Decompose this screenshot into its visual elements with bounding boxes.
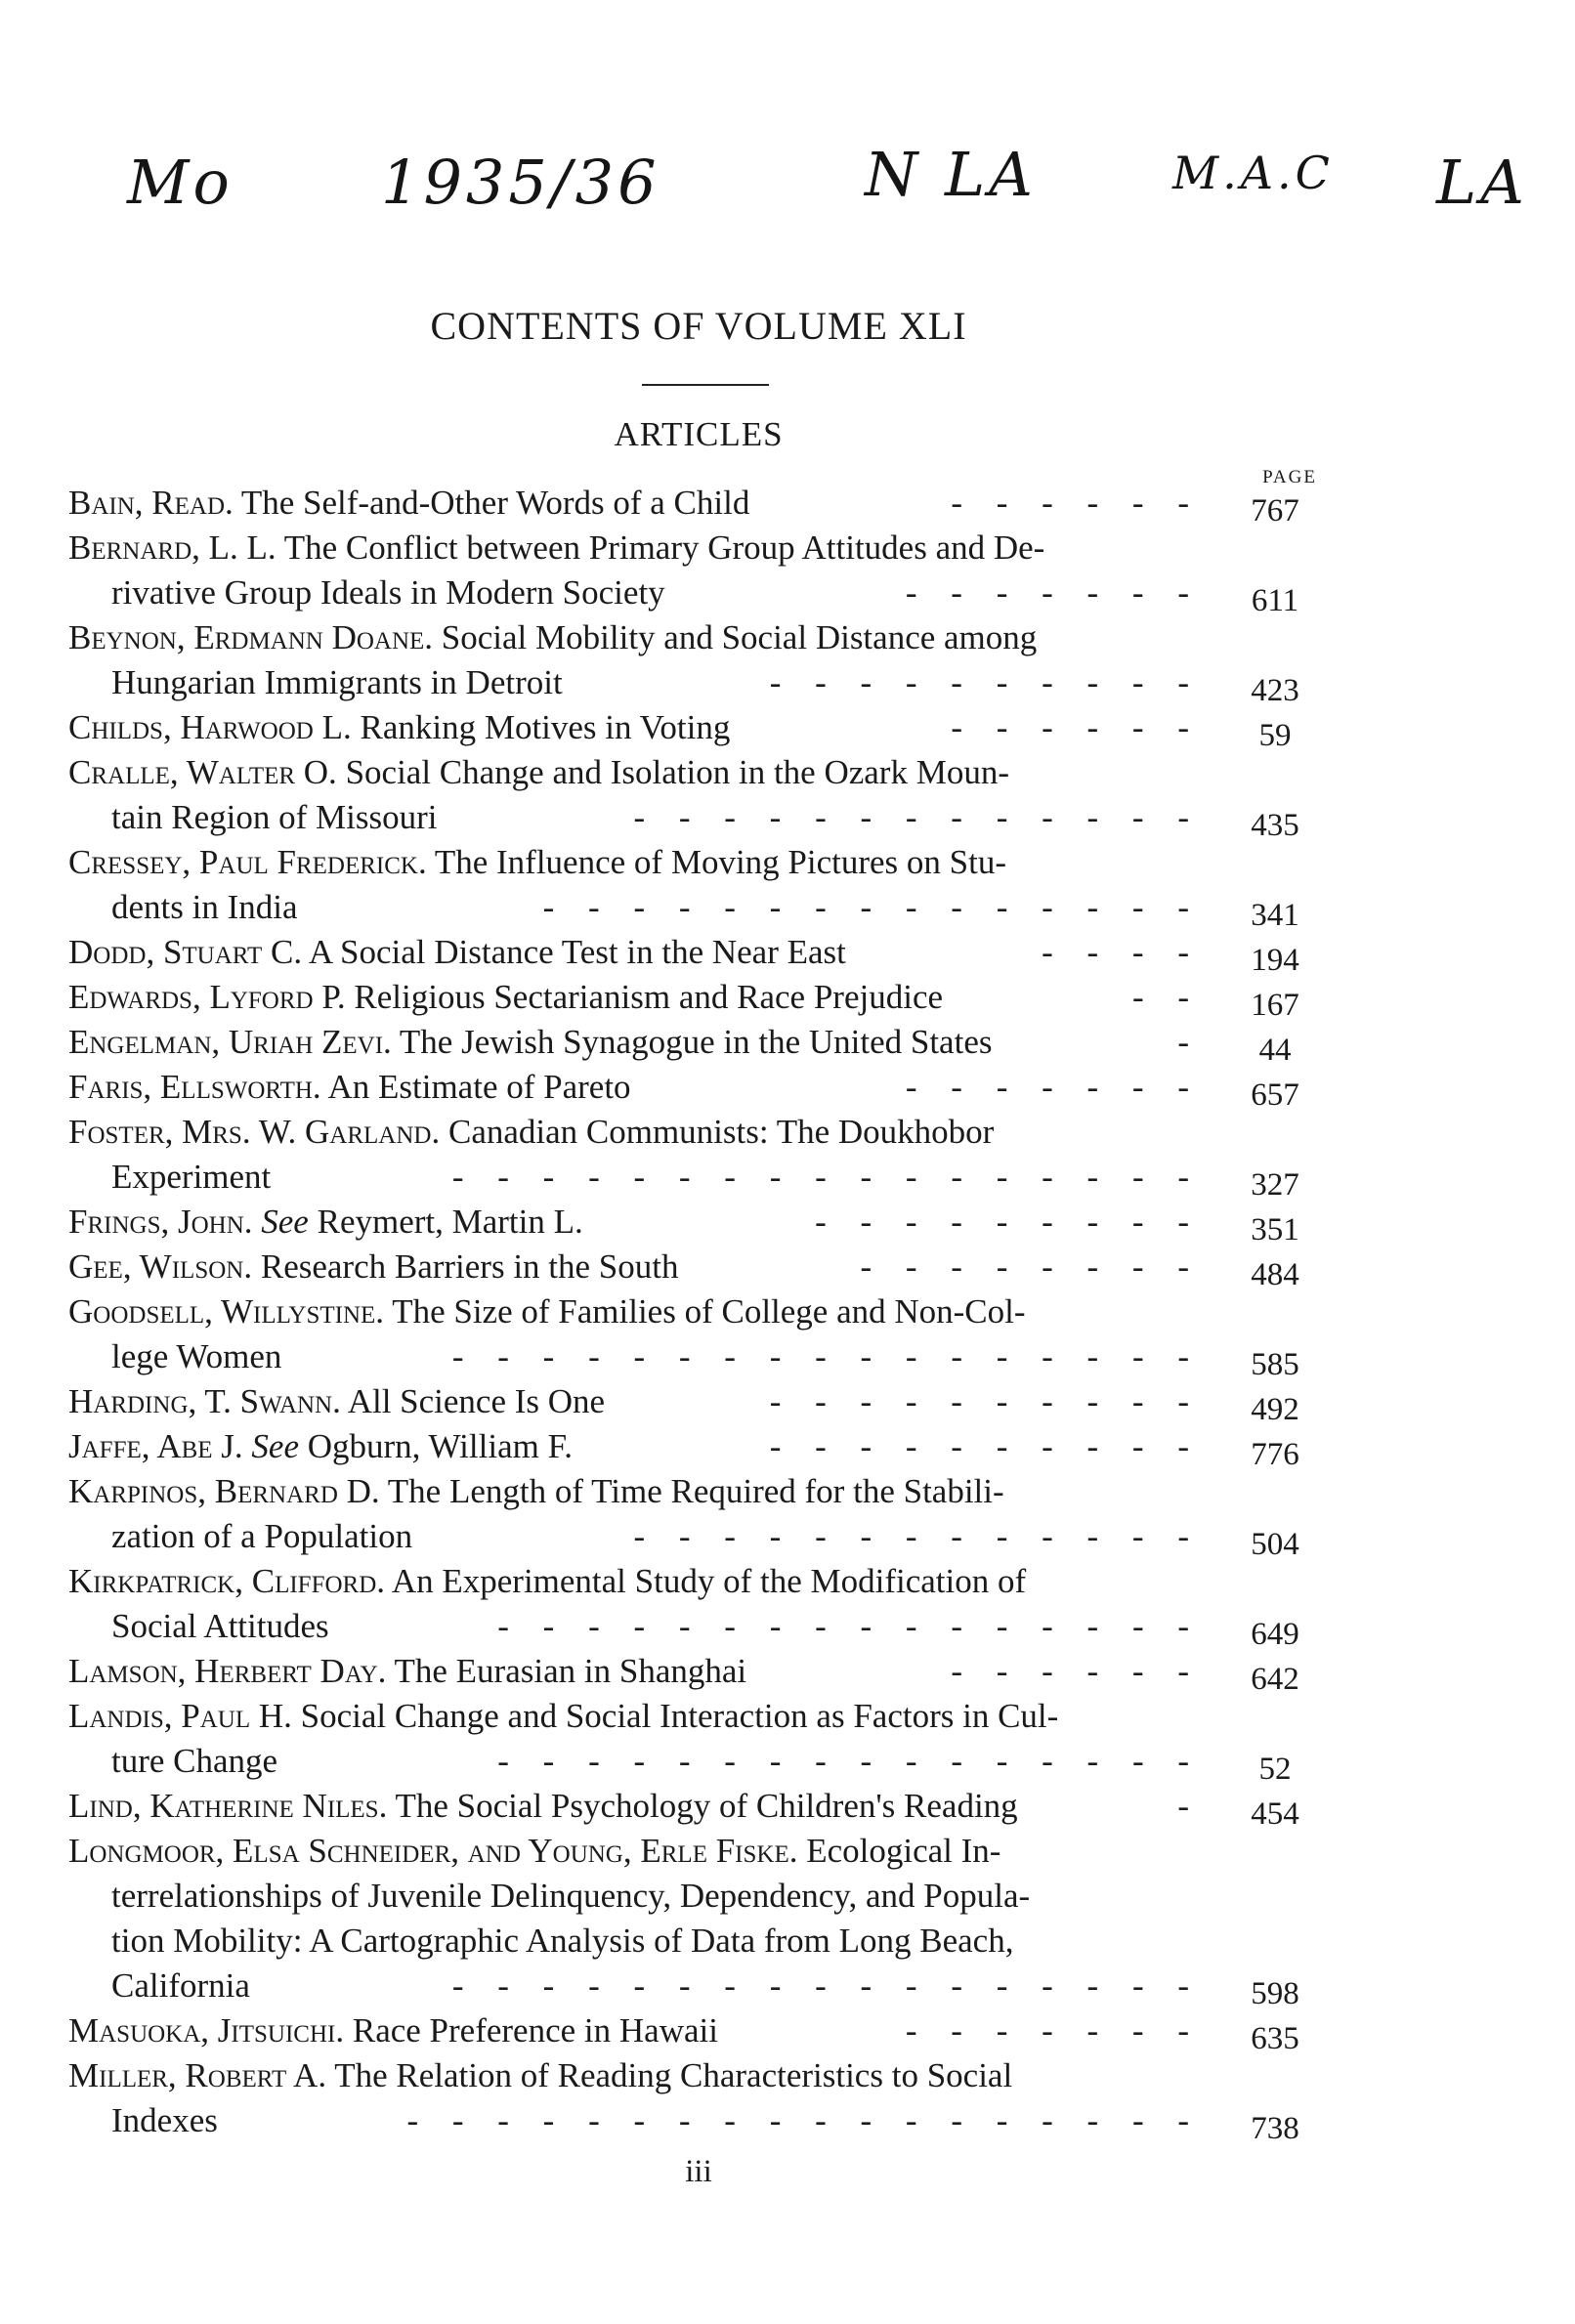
- toc-page-number: 351: [1251, 1212, 1299, 1247]
- toc-title-text: terrelationships of Juvenile Delinquency, Dependency, and Popula-: [111, 1877, 1031, 1915]
- toc-entry: [68, 1694, 1358, 1787]
- toc-title-text: dents in India: [111, 888, 298, 926]
- toc-leader-dots: - - - - - - - -: [860, 1247, 1202, 1286]
- toc-author: Childs, Harwood L.: [68, 708, 352, 746]
- toc-leader-dots: - - - - - -: [951, 484, 1202, 522]
- toc-title-text: Research Barriers in the South: [260, 1247, 679, 1286]
- toc-entry: [68, 975, 1358, 1023]
- toc-entry-line: [68, 975, 1358, 1023]
- toc-page-number: 738: [1251, 2111, 1299, 2146]
- toc-author: Engelman, Uriah Zevi.: [68, 1023, 392, 1061]
- toc-entry-line: [68, 885, 1358, 933]
- toc-title-text: The Length of Time Required for the Stabili-: [387, 1472, 1004, 1510]
- toc-leader-dots: - - - - - - - - - -: [769, 663, 1202, 701]
- toc-title-text: The Size of Families of College and Non-Col-: [392, 1292, 1026, 1331]
- toc-author: Kirkpatrick, Clifford.: [68, 1562, 386, 1600]
- toc-entry-line: [68, 481, 1358, 526]
- toc-entry: [68, 481, 1358, 526]
- toc-title-text: Hungarian Immigrants in Detroit: [111, 663, 563, 701]
- toc-title-text: The Influence of Moving Pictures on Stu-: [434, 843, 1007, 881]
- toc-entry-line: [68, 750, 1358, 795]
- toc-entry-line: [68, 1065, 1358, 1113]
- toc-author: Gee, Wilson.: [68, 1247, 253, 1286]
- handwriting-mark: N LA: [865, 139, 1037, 210]
- toc-page-number: 657: [1251, 1077, 1299, 1113]
- page-folio: iii: [685, 2154, 712, 2189]
- toc-title-text: All Science Is One: [347, 1382, 606, 1420]
- toc-author: Dodd, Stuart C.: [68, 933, 303, 971]
- toc-leader-dots: - - - - - - -: [905, 1068, 1202, 1106]
- toc-page-number: 767: [1251, 493, 1299, 528]
- toc-page-number: 484: [1251, 1257, 1299, 1292]
- toc-entry-line: [68, 1155, 1358, 1203]
- toc-page-number: 776: [1251, 1437, 1299, 1472]
- toc-entry-line: [68, 1604, 1358, 1652]
- toc-title-text: tion Mobility: A Cartographic Analysis of Data from Long Beach,: [111, 1922, 1014, 1960]
- toc-page-number: 44: [1258, 1033, 1292, 1068]
- toc-leader-dots: - -: [1131, 978, 1202, 1016]
- toc-title-text: The Relation of Reading Characteristics to Social: [334, 2056, 1013, 2094]
- toc-entry-line: [68, 1514, 1358, 1562]
- toc-entry: [68, 750, 1358, 843]
- toc-title-text: The Self-and-Other Words of a Child: [240, 484, 750, 522]
- handwriting-mark: M.A.C: [1172, 147, 1334, 199]
- toc-entry-line: [68, 1110, 1358, 1155]
- page-column-header: PAGE: [1262, 467, 1317, 487]
- toc-entry-line: [68, 1874, 1358, 1919]
- toc-entry-line: [68, 1424, 1358, 1472]
- toc-title-text: tain Region of Missouri: [111, 798, 438, 836]
- toc-entry-line: [68, 1919, 1358, 1964]
- toc-entry-line: [68, 1245, 1358, 1292]
- toc-entry: [68, 1784, 1358, 1832]
- toc-page-number: 327: [1251, 1167, 1299, 1203]
- toc-title-text: The Eurasian in Shanghai: [394, 1652, 747, 1690]
- toc-author: Bain, Read.: [68, 484, 234, 522]
- toc-author: Frings, John.: [68, 1203, 253, 1241]
- toc-entry-line: [68, 2053, 1358, 2098]
- toc-page-number: 642: [1251, 1662, 1299, 1697]
- toc-title-text: Social Mobility and Social Distance among: [441, 618, 1038, 656]
- toc-title-text: Social Attitudes: [111, 1607, 329, 1645]
- toc-entry-line: [68, 2008, 1358, 2056]
- toc-entry: [68, 1379, 1358, 1427]
- toc-page-number: 167: [1251, 988, 1299, 1023]
- toc-title-text: Indexes: [111, 2101, 218, 2139]
- toc-author: Landis, Paul H.: [68, 1697, 292, 1735]
- toc-entry-line: [68, 1559, 1358, 1604]
- toc-entry-line: [68, 1200, 1358, 1245]
- toc-entry-line: [68, 1020, 1358, 1068]
- toc-author: Miller, Robert A.: [68, 2056, 327, 2094]
- toc-entry: [68, 1110, 1358, 1203]
- toc-entry: [68, 1829, 1358, 2011]
- toc-leader-dots: - - - - - - - - - - - - - - -: [542, 888, 1202, 926]
- toc-title-text: An Estimate of Pareto: [327, 1068, 631, 1106]
- toc-entry: [68, 1200, 1358, 1245]
- toc-author: Edwards, Lyford P.: [68, 978, 346, 1016]
- toc-title-text: Canadian Communists: The Doukhobor: [447, 1113, 995, 1151]
- toc-title-text: Religious Sectarianism and Race Prejudice: [354, 978, 944, 1016]
- handwritten-annotations: [0, 139, 1575, 254]
- toc-entry: [68, 1020, 1358, 1068]
- toc-entry-line: [68, 1784, 1358, 1832]
- toc-entry: [68, 1559, 1358, 1652]
- toc-entry: [68, 1469, 1358, 1562]
- handwriting-mark: Mo: [127, 147, 234, 218]
- toc-page-number: 59: [1258, 718, 1292, 753]
- toc-entry: [68, 1424, 1358, 1472]
- toc-leader-dots: - - - - - - - - - - - - - - - - -: [451, 1337, 1202, 1375]
- toc-entry: [68, 840, 1358, 933]
- toc-leader-dots: - - - - - - -: [905, 2011, 1202, 2049]
- toc-page-number: 454: [1251, 1796, 1299, 1832]
- toc-title-text: See Reymert, Martin L.: [261, 1203, 583, 1241]
- toc-page-number: 598: [1251, 1976, 1299, 2011]
- toc-entry-line: [68, 660, 1358, 708]
- toc-page-number: 341: [1251, 898, 1299, 933]
- toc-title-text: lege Women: [111, 1337, 282, 1375]
- toc-entry: [68, 1649, 1358, 1697]
- toc-page-number: 423: [1251, 673, 1299, 708]
- toc-leader-dots: - - - - - - - - - - - - - - - - - -: [406, 2101, 1202, 2139]
- toc-entry-line: [68, 2098, 1358, 2146]
- toc-author: Harding, T. Swann.: [68, 1382, 341, 1420]
- toc-leader-dots: - - - - - - - - - - - - - - - - -: [451, 1158, 1202, 1196]
- toc-leader-dots: - - - - - - - - - -: [769, 1427, 1202, 1465]
- toc-entry-line: [68, 570, 1358, 618]
- toc-title-text: An Experimental Study of the Modification of: [391, 1562, 1027, 1600]
- toc-title-text: rivative Group Ideals in Modern Society: [111, 573, 665, 612]
- toc-page-number: 611: [1251, 583, 1299, 618]
- toc-title-text: Social Change and Isolation in the Ozark Moun-: [345, 753, 1009, 791]
- toc-page-number: 194: [1251, 943, 1299, 978]
- toc-title-text: ture Change: [111, 1742, 278, 1780]
- toc-entry: [68, 2053, 1358, 2146]
- toc-page-number: 504: [1251, 1527, 1299, 1562]
- toc-entry-line: [68, 1964, 1358, 2011]
- toc-entry: [68, 526, 1358, 618]
- toc-entry: [68, 615, 1358, 708]
- toc-entry: [68, 1065, 1358, 1113]
- toc-leader-dots: -: [1177, 1787, 1202, 1825]
- toc-author: Faris, Ellsworth.: [68, 1068, 321, 1106]
- toc-entry-line: [68, 1379, 1358, 1427]
- toc-author: Cralle, Walter O.: [68, 753, 337, 791]
- toc-leader-dots: - - - - - - - - - - - - -: [633, 1517, 1202, 1555]
- toc-author: Jaffe, Abe J.: [68, 1427, 243, 1465]
- toc-entry: [68, 1245, 1358, 1292]
- toc-leader-dots: - - - - - - -: [905, 573, 1202, 612]
- toc-entry: [68, 2008, 1358, 2056]
- toc-entry-line: [68, 1334, 1358, 1382]
- toc-title-text: A Social Distance Test in the Near East: [308, 933, 846, 971]
- contents-list: [68, 481, 1358, 2146]
- toc-page-number: 635: [1251, 2021, 1299, 2056]
- toc-leader-dots: - - - - - -: [951, 1652, 1202, 1690]
- toc-entry-line: [68, 795, 1358, 843]
- toc-entry-line: [68, 615, 1358, 660]
- toc-title-text: The Social Psychology of Children's Reading: [395, 1787, 1018, 1825]
- toc-author: Masuoka, Jitsuichi.: [68, 2011, 345, 2049]
- toc-leader-dots: - - - - - - - - - - - - - - - -: [497, 1607, 1202, 1645]
- toc-author: Foster, Mrs. W. Garland.: [68, 1113, 441, 1151]
- toc-entry: [68, 930, 1358, 978]
- title-divider: [642, 384, 769, 386]
- toc-entry-line: [68, 1469, 1358, 1514]
- toc-entry-line: [68, 1694, 1358, 1739]
- page-title: CONTENTS OF VOLUME XLI: [430, 304, 967, 348]
- toc-leader-dots: - - - - - - - - - - - - - - - -: [497, 1742, 1202, 1780]
- toc-title-text: Ecological In-: [806, 1832, 1001, 1870]
- toc-entry-line: [68, 1829, 1358, 1874]
- toc-title-text: See Ogburn, William F.: [251, 1427, 573, 1465]
- toc-entry: [68, 1289, 1358, 1382]
- toc-page-number: 435: [1251, 808, 1299, 843]
- toc-author: Lind, Katherine Niles.: [68, 1787, 388, 1825]
- handwriting-mark: 1935/36: [381, 147, 660, 218]
- toc-leader-dots: -: [1177, 1023, 1202, 1061]
- toc-author: Goodsell, Willystine.: [68, 1292, 385, 1331]
- toc-author: Karpinos, Bernard D.: [68, 1472, 380, 1510]
- toc-author: Longmoor, Elsa Schneider, and Young, Erle Fiske.: [68, 1832, 798, 1870]
- toc-entry-line: [68, 930, 1358, 978]
- toc-entry-line: [68, 1739, 1358, 1787]
- toc-leader-dots: - - - - - - - - -: [815, 1203, 1202, 1241]
- toc-author: Lamson, Herbert Day.: [68, 1652, 387, 1690]
- toc-entry-line: [68, 1289, 1358, 1334]
- toc-title-text: Social Change and Social Interaction as Factors in Cul-: [300, 1697, 1059, 1735]
- section-heading: ARTICLES: [614, 415, 784, 453]
- toc-entry-line: [68, 840, 1358, 885]
- toc-title-text: The Jewish Synagogue in the United States: [399, 1023, 993, 1061]
- toc-entry-line: [68, 1649, 1358, 1697]
- toc-author: Beynon, Erdmann Doane.: [68, 618, 434, 656]
- toc-author: Bernard, L. L.: [68, 528, 277, 567]
- handwriting-mark: LA: [1436, 147, 1528, 218]
- toc-title-text: zation of a Population: [111, 1517, 413, 1555]
- toc-page-number: 52: [1258, 1752, 1292, 1787]
- toc-title-text: California: [111, 1966, 250, 2005]
- toc-leader-dots: - - - - - -: [951, 708, 1202, 746]
- toc-entry-line: [68, 705, 1358, 753]
- toc-leader-dots: - - - - - - - - - - - - - - - - -: [451, 1966, 1202, 2005]
- toc-page-number: 492: [1251, 1392, 1299, 1427]
- toc-leader-dots: - - - - - - - - - - - - -: [633, 798, 1202, 836]
- toc-author: Cressey, Paul Frederick.: [68, 843, 427, 881]
- toc-title-text: Ranking Motives in Voting: [360, 708, 731, 746]
- toc-leader-dots: - - - -: [1042, 933, 1202, 971]
- toc-leader-dots: - - - - - - - - - -: [769, 1382, 1202, 1420]
- toc-page-number: 649: [1251, 1617, 1299, 1652]
- toc-entry: [68, 705, 1358, 753]
- toc-entry-line: [68, 526, 1358, 570]
- toc-title-text: Race Preference in Hawaii: [352, 2011, 718, 2049]
- toc-title-text: The Conflict between Primary Group Attitudes and De-: [283, 528, 1045, 567]
- toc-title-text: Experiment: [111, 1158, 272, 1196]
- toc-page-number: 585: [1251, 1347, 1299, 1382]
